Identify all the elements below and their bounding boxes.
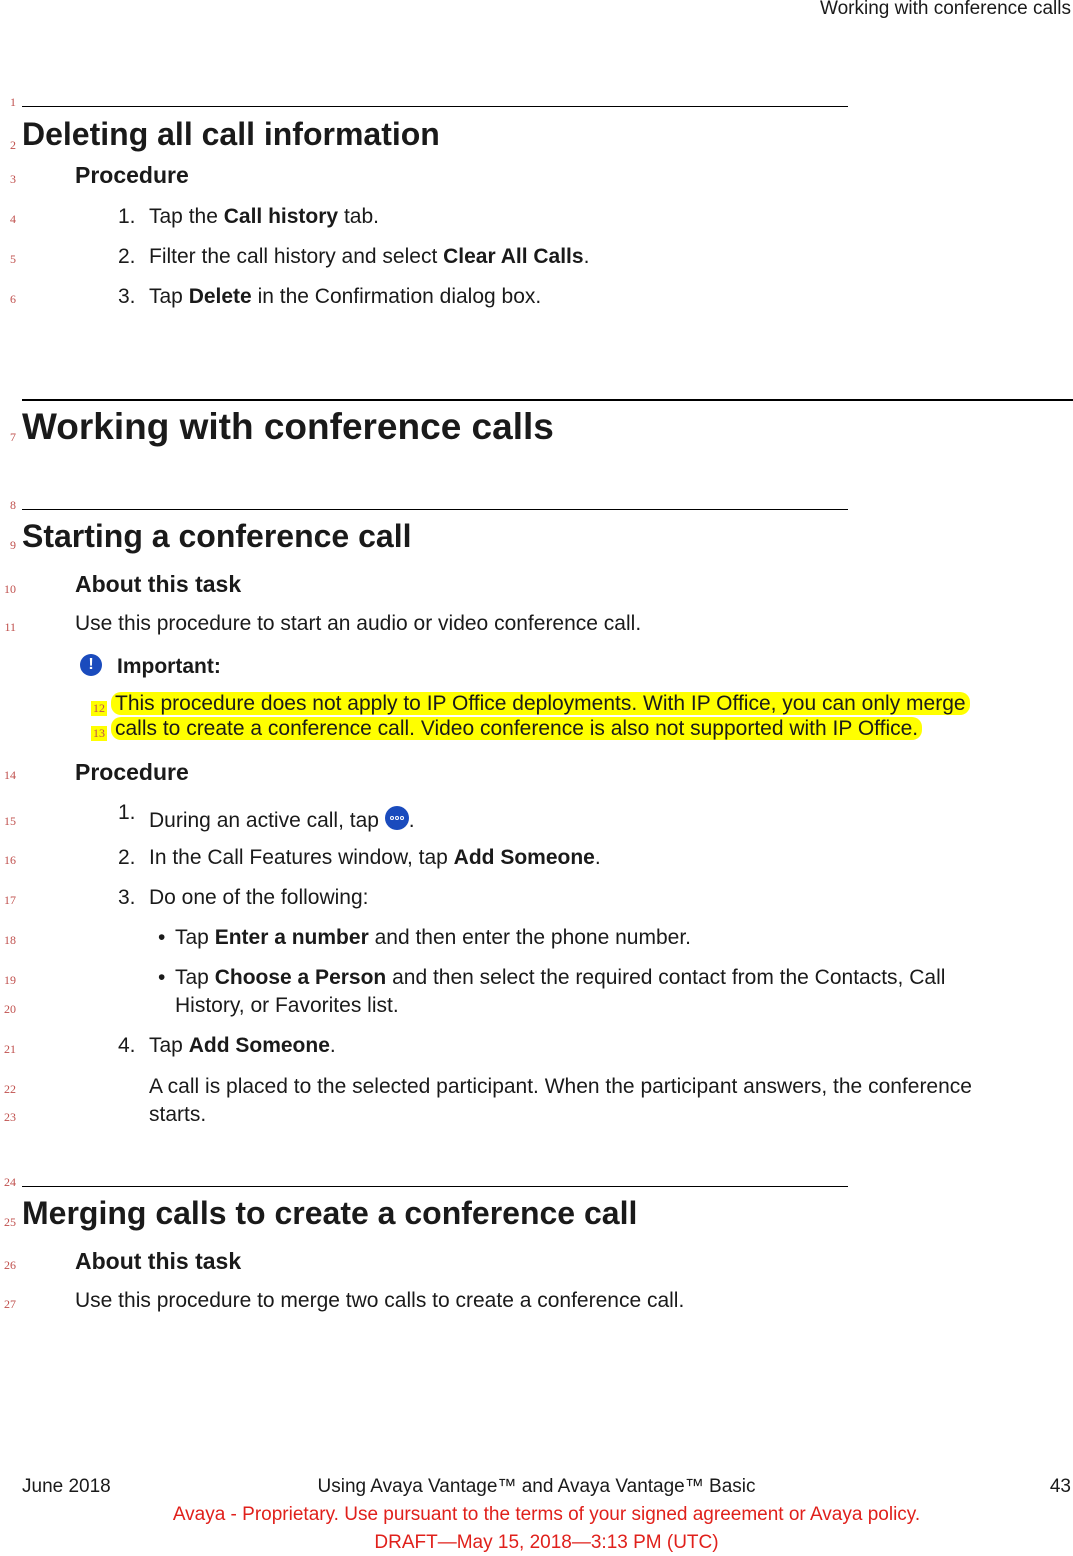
line-number: 26: [4, 1258, 16, 1272]
step-number: 2.: [118, 245, 136, 268]
line-number: 17: [4, 893, 16, 907]
result-text: A call is placed to the selected participant. When the participant answers, the conference: [149, 1075, 972, 1098]
line-number: 5: [10, 252, 16, 266]
section-rule: [22, 509, 848, 510]
line-number: 12: [93, 701, 105, 715]
line-number: 24: [4, 1175, 16, 1189]
line-number: 25: [4, 1215, 16, 1229]
result-text: starts.: [149, 1103, 207, 1126]
bullet-text: Tap Enter a number and then enter the phone number.: [175, 926, 691, 949]
line-number: 15: [4, 814, 16, 828]
section-rule: [22, 1186, 848, 1187]
line-number: 18: [4, 933, 16, 947]
procedure-heading: Procedure: [75, 759, 189, 785]
section-title: Starting a conference call: [22, 518, 412, 554]
important-label: Important:: [117, 655, 221, 678]
about-heading: About this task: [75, 1248, 242, 1274]
line-number: 21: [4, 1042, 16, 1056]
line-number: 20: [4, 1002, 16, 1016]
step-text: Tap Delete in the Confirmation dialog box.: [149, 285, 542, 308]
exclamation-icon: !: [80, 654, 102, 676]
about-text: Use this procedure to start an audio or video conference call.: [75, 612, 642, 635]
proprietary-notice: Avaya - Proprietary. Use pursuant to the terms of your signed agreement or Avaya policy.: [172, 1504, 921, 1525]
step-number: 1.: [118, 205, 136, 228]
line-number: 10: [4, 582, 16, 596]
step-number: 1.: [118, 801, 136, 824]
procedure-heading: Procedure: [75, 162, 189, 188]
about-heading: About this task: [75, 571, 242, 597]
line-number: 11: [4, 620, 16, 634]
line-number: 19: [4, 973, 16, 987]
page-number: 43: [1049, 1476, 1071, 1497]
important-text-line: This procedure does not apply to IP Office deployments. With IP Office, you can only merge: [111, 692, 970, 716]
section-title: Merging calls to create a conference call: [22, 1195, 638, 1231]
line-number: 8: [10, 498, 16, 512]
step-number: 3.: [118, 285, 136, 308]
step-text: Tap Add Someone.: [149, 1034, 336, 1057]
section-rule: [22, 106, 848, 107]
step-text: Filter the call history and select Clear All Calls.: [149, 245, 590, 268]
step-text: Tap the Call history tab.: [149, 205, 379, 228]
line-number: 13: [93, 726, 105, 740]
line-number: 1: [10, 95, 16, 109]
line-number: 23: [4, 1110, 16, 1124]
line-number: 14: [4, 768, 16, 782]
line-number: 4: [10, 212, 16, 226]
line-number: 7: [10, 430, 16, 444]
line-number: 2: [10, 138, 16, 152]
bullet-text: Tap Choose a Person and then select the required contact from the Contacts, Call: [175, 966, 946, 989]
line-number: 6: [10, 292, 16, 306]
line-number: 27: [4, 1297, 16, 1311]
line-number: 22: [4, 1082, 16, 1096]
important-text-line: calls to create a conference call. Video conference is also not supported with IP Office.: [111, 717, 922, 741]
bullet-text-continued: History, or Favorites list.: [175, 994, 399, 1017]
running-header: Working with conference calls: [820, 0, 1071, 19]
bullet-icon: •: [158, 966, 166, 989]
step-text: In the Call Features window, tap Add Someone.: [149, 846, 601, 869]
step-number: 3.: [118, 886, 136, 909]
line-number: 3: [10, 172, 16, 186]
chapter-rule: [22, 399, 1073, 401]
step-number: 2.: [118, 846, 136, 869]
section-title: Deleting all call information: [22, 116, 440, 152]
footer-date: June 2018: [22, 1476, 111, 1497]
bullet-icon: •: [158, 926, 166, 949]
draft-notice: DRAFT—May 15, 2018—3:13 PM (UTC): [374, 1532, 719, 1553]
line-number: 16: [4, 853, 16, 867]
step-number: 4.: [118, 1034, 136, 1057]
step-text: Do one of the following:: [149, 886, 369, 909]
line-number: 9: [10, 538, 16, 552]
step-text: During an active call, tap .: [149, 806, 415, 833]
about-text: Use this procedure to merge two calls to create a conference call.: [75, 1289, 685, 1312]
chapter-title: Working with conference calls: [22, 406, 554, 447]
footer-doc-title: Using Avaya Vantage™ and Avaya Vantage™ Basic: [317, 1476, 756, 1497]
more-options-icon: [385, 806, 409, 830]
